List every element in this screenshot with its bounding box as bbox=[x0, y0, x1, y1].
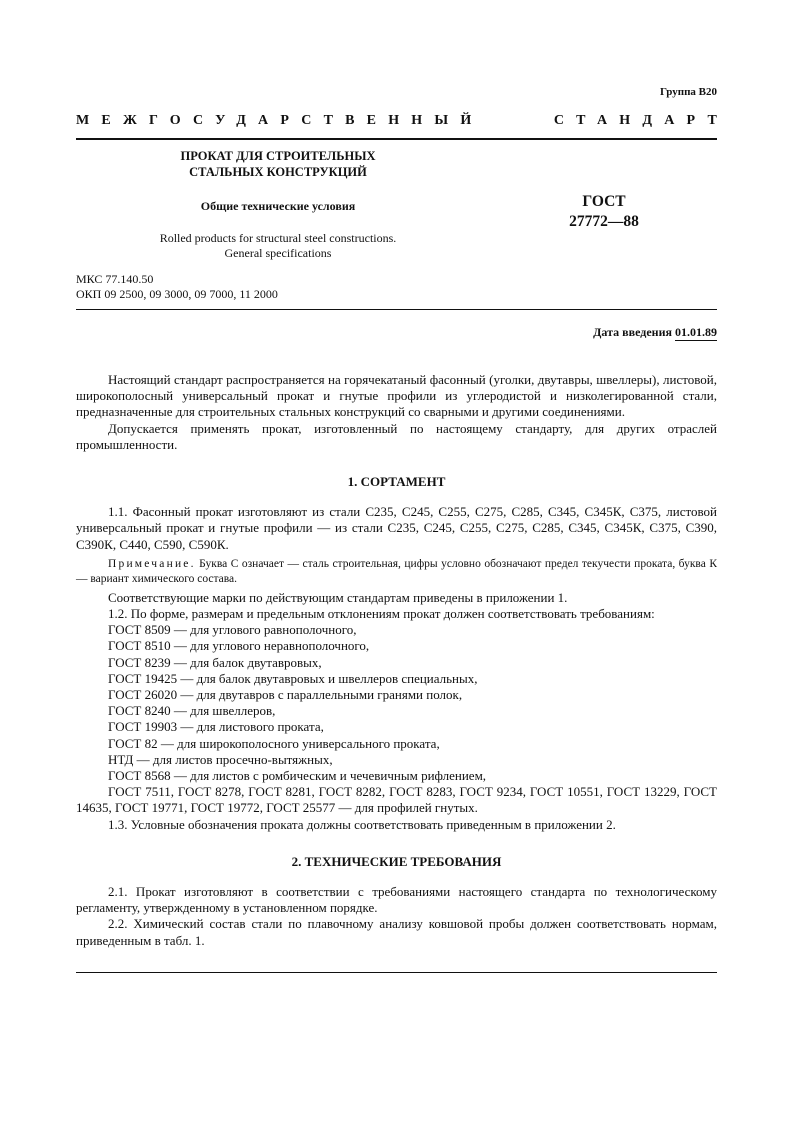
banner-interstate: МЕЖГОСУДАРСТВЕННЫЙ bbox=[76, 113, 484, 128]
standard-list-item: ГОСТ 19903 — для листового проката, bbox=[108, 719, 324, 735]
bottom-rule bbox=[76, 972, 717, 973]
middle-rule bbox=[76, 309, 717, 310]
intro-paragraph-1: Настоящий стандарт распространяется на горячекатаный фасонный (уголки, двутавры, швеллеры), листовой, широкополосный универсальный прокат и гнутые профили из углеродистой и низколегированной стали, предназначенные для строительных стальных конструкций со сварными и другими соединениями. bbox=[76, 372, 717, 420]
standard-list-item: ГОСТ 19425 — для балок двутавровых и швеллеров специальных, bbox=[108, 670, 478, 686]
english-title-line-2: General specifications bbox=[224, 246, 332, 260]
standard-list-item: ГОСТ 8239 — для балок двутавровых, bbox=[108, 654, 322, 670]
okp-code: ОКП 09 2500, 09 3000, 09 7000, 11 2000 bbox=[76, 287, 278, 301]
note-text: Буква С означает — сталь строительная, цифры условно обозначают предел текучести проката, буква К — вариант химического состава. bbox=[76, 557, 717, 585]
standard-list-item: ГОСТ 26020 — для двутавров с параллельными гранями полок, bbox=[108, 687, 463, 703]
introduction-date-label: Дата введения bbox=[593, 325, 675, 339]
classification-codes bbox=[76, 272, 278, 302]
gost-label: ГОСТ bbox=[582, 193, 626, 210]
intro-paragraph-2: Допускается применять прокат, изготовленный по настоящему стандарту, для других отраслей промышленности. bbox=[76, 420, 717, 452]
english-title-line-1: Rolled products for structural steel constructions. bbox=[159, 231, 397, 245]
note-label: Примечание. bbox=[108, 557, 196, 570]
introduction-date-value: 01.01.89 bbox=[675, 325, 717, 339]
title-block bbox=[76, 148, 480, 261]
standard-banner bbox=[76, 113, 729, 129]
clause-1-3: 1.3. Условные обозначения проката должны соответствовать приведенным в приложении 2. bbox=[108, 816, 616, 832]
title-line-1: ПРОКАТ ДЛЯ СТРОИТЕЛЬНЫХ bbox=[180, 149, 376, 163]
gost-number-block bbox=[564, 192, 644, 232]
clause-2-1: 2.1. Прокат изготовляют в соответствии с требованиями настоящего стандарта по технологическому регламенту, утвержденному в установленном порядке. bbox=[76, 884, 717, 916]
standard-list-item: ГОСТ 8510 — для углового неравнополочного, bbox=[108, 638, 370, 654]
note bbox=[76, 557, 717, 587]
clause-1-1: 1.1. Фасонный прокат изготовляют из стали С235, С245, С255, С275, С285, С345, С345К, С375, листовой универсальный прокат и гнутые профили — из стали С235, С245, С255, С275, С285, С345, С345К, С375, С390, С390К, С440, С590, С590К. bbox=[76, 504, 717, 552]
standard-list-item: ГОСТ 8240 — для швеллеров, bbox=[108, 703, 276, 719]
document-page bbox=[76, 0, 729, 1122]
clause-2-2: 2.2. Химический состав стали по плавочному анализу ковшовой пробы должен соответствовать нормам, приведенным в табл. 1. bbox=[76, 916, 717, 948]
document-body bbox=[76, 372, 717, 949]
bent-profiles-paragraph: ГОСТ 7511, ГОСТ 8278, ГОСТ 8281, ГОСТ 8282, ГОСТ 8283, ГОСТ 9234, ГОСТ 10551, ГОСТ 13229, ГОСТ 14635, ГОСТ 19771, ГОСТ 19772, ГОСТ 25577 — для профилей гнутых. bbox=[76, 784, 717, 816]
mks-code: МКС 77.140.50 bbox=[76, 272, 154, 286]
subtitle: Общие технические условия bbox=[200, 199, 356, 213]
gost-number: 27772—88 bbox=[569, 213, 639, 230]
section-1-title: 1. СОРТАМЕНТ bbox=[347, 474, 446, 490]
english-title bbox=[76, 231, 480, 261]
banner-standard: СТАНДАРТ bbox=[553, 113, 729, 128]
standard-list-item: НТД — для листов просечно-вытяжных, bbox=[108, 751, 333, 767]
standard-list-item: ГОСТ 8568 — для листов с ромбическим и чечевичным рифлением, bbox=[108, 768, 487, 784]
title-line-2: СТАЛЬНЫХ КОНСТРУКЦИЙ bbox=[189, 165, 367, 179]
group-code: Группа В20 bbox=[659, 86, 717, 98]
top-rule bbox=[76, 138, 717, 140]
clause-1-2: 1.2. По форме, размерам и предельным отклонениям прокат должен соответствовать требованиям: bbox=[108, 606, 655, 622]
introduction-date bbox=[593, 325, 717, 340]
standard-list-item: ГОСТ 8509 — для углового равнополочного, bbox=[108, 622, 357, 638]
section-2-title: 2. ТЕХНИЧЕСКИЕ ТРЕБОВАНИЯ bbox=[291, 853, 502, 869]
standard-list-item: ГОСТ 82 — для широкополосного универсального проката, bbox=[108, 735, 440, 751]
marks-paragraph: Соответствующие марки по действующим стандартам приведены в приложении 1. bbox=[108, 589, 568, 605]
